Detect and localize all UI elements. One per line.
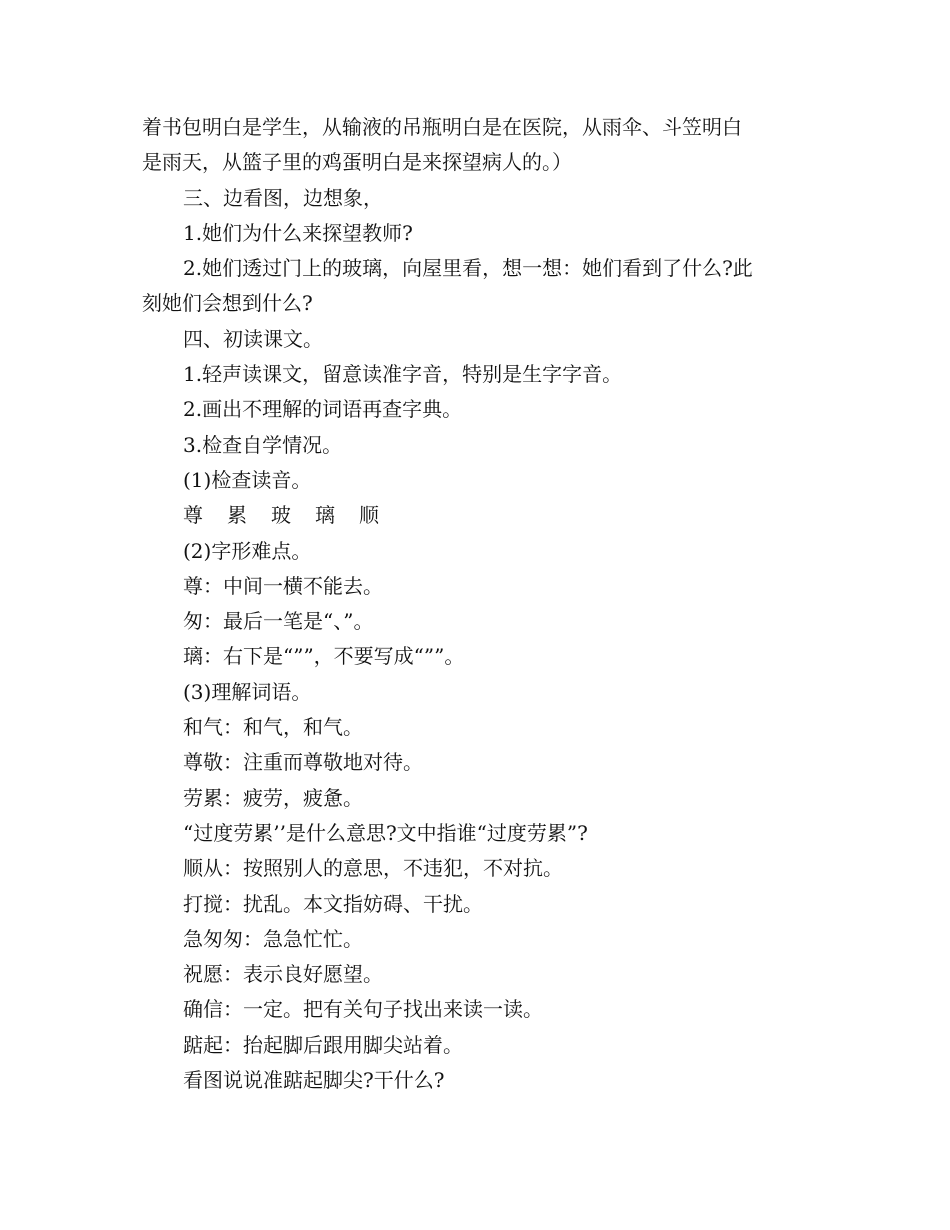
definition-line: 匆：最后一笔是“、”。 [183, 609, 374, 634]
definition-line: 确信：一定。把有关句子找出来读一读。 [183, 997, 543, 1022]
list-item: 3.检查自学情况。 [183, 432, 343, 457]
definition-line: 祝愿：表示良好愿望。 [183, 962, 383, 987]
list-item: 1.轻声读课文，留意读准字音，特别是生字字音。 [183, 362, 623, 387]
definition-line: 急匆匆：急急忙忙。 [183, 926, 363, 951]
list-item: 1.她们为什么来探望教师? [183, 220, 413, 245]
paragraph-line: 刻她们会想到什么? [142, 291, 313, 316]
definition-line: 尊：中间一横不能去。 [183, 573, 383, 598]
definition-line: 和气：和气，和气。 [183, 715, 363, 740]
pronunciation-char: 累 [227, 503, 247, 528]
definition-line: 劳累：疲劳，疲惫。 [183, 785, 363, 810]
definition-line: 踮起：抬起脚后跟用脚尖站着。 [183, 1032, 463, 1057]
pronunciation-char: 玻 [271, 503, 291, 528]
sub-item: (2)字形难点。 [183, 538, 312, 563]
document-body [142, 110, 817, 1098]
definition-line: 璃：右下是“””，不要写成“””。 [183, 644, 465, 669]
sub-item: (1)检查读音。 [183, 467, 312, 492]
section-heading: 四、初读课文。 [183, 326, 323, 351]
pronunciation-char: 顺 [359, 503, 379, 528]
definition-line: 顺从：按照别人的意思，不违犯，不对抗。 [183, 856, 563, 881]
definition-line: 打搅：扰乱。本文指妨碍、干扰。 [183, 891, 483, 916]
question-line: 看图说说准踮起脚尖?干什么? [183, 1068, 445, 1093]
paragraph-line: 是雨天，从篮子里的鸡蛋明白是来探望病人的。） [142, 150, 572, 175]
sub-item: (3)理解词语。 [183, 679, 312, 704]
list-item: 2.画出不理解的词语再查字典。 [183, 397, 463, 422]
section-heading: 三、边看图，边想象， [183, 185, 383, 210]
definition-line: 尊敬：注重而尊敬地对待。 [183, 750, 423, 775]
question-line: “过度劳累’’是什么意思?文中指谁“过度劳累”? [183, 820, 588, 845]
pronunciation-char: 尊 [183, 503, 203, 528]
paragraph-line: 着书包明白是学生，从输液的吊瓶明白是在医院，从雨伞、斗笠明白 [142, 115, 742, 139]
pronunciation-char: 璃 [315, 503, 335, 528]
pronunciation-chars-row [142, 498, 817, 533]
list-item: 2.她们透过门上的玻璃，向屋里看，想一想：她们看到了什么?此 [183, 256, 753, 281]
